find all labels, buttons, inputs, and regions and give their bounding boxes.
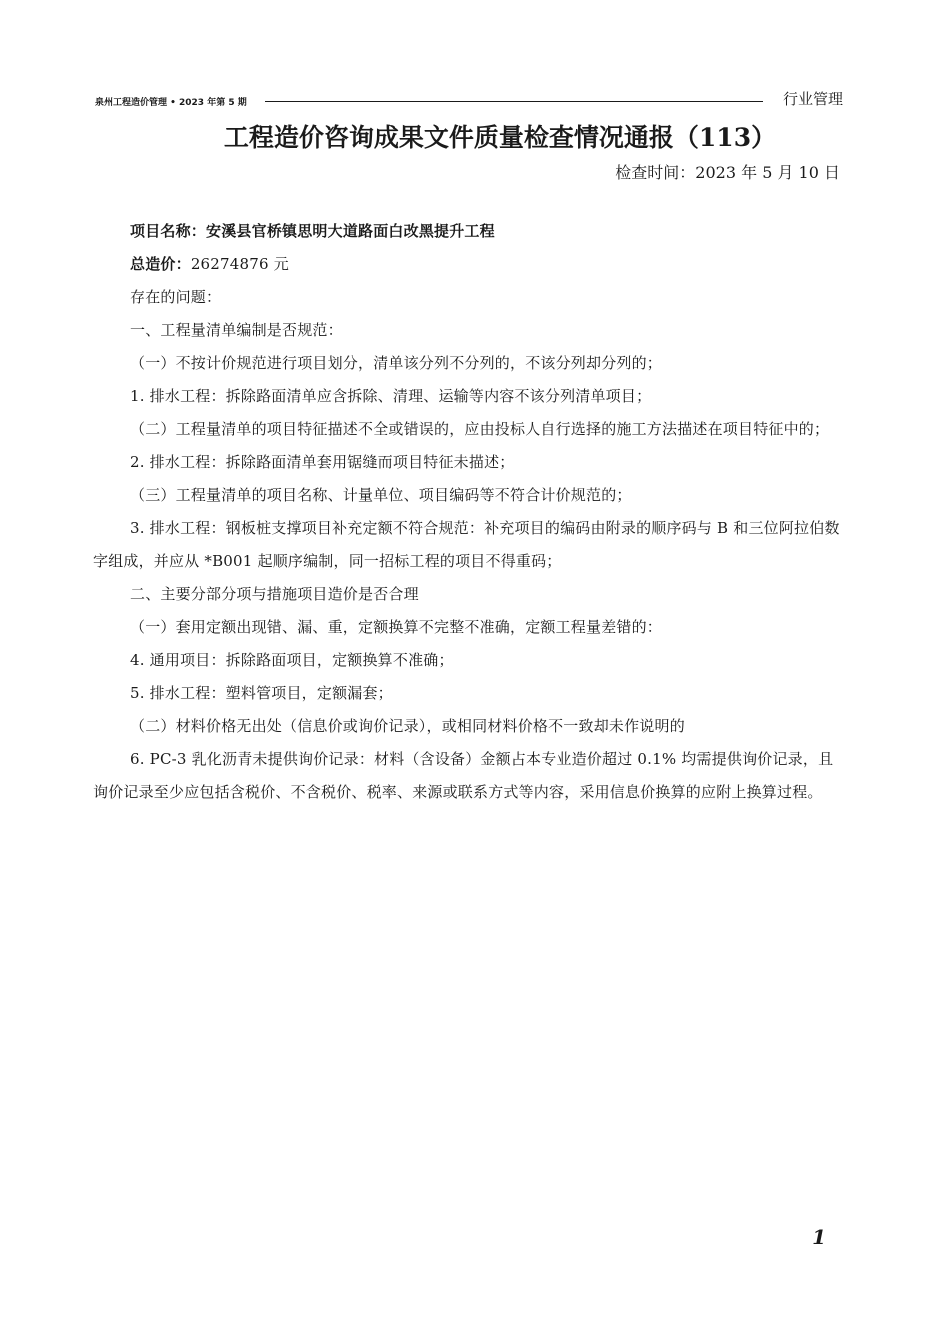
- check-date: 检查时间：2023 年 5 月 10 日: [615, 163, 840, 182]
- paragraph: 2. 排水工程：拆除路面清单套用锯缝而项目特征未描述；: [130, 453, 515, 471]
- paragraph: 6. PC-3 乳化沥青未提供询价记录：材料（含设备）金额占本专业造价超过 0.1% 均需提供询价记录，且询价记录至少应包括含税价、不含税价、税率、来源或联系方式等内容，采用信息价换算的应附上换算过程。: [93, 750, 834, 801]
- project-name-value: 安溪县官桥镇思明大道路面白改黑提升工程: [206, 222, 495, 240]
- paragraph: 4. 通用项目：拆除路面项目，定额换算不准确；: [130, 651, 454, 669]
- paragraph: 1. 排水工程：拆除路面清单应含拆除、清理、运输等内容不该分列清单项目；: [130, 387, 652, 405]
- report-body: [93, 215, 843, 809]
- journal-issue-label: 泉州工程造价管理 • 2023 年第 5 期: [95, 98, 247, 108]
- paragraph: 5. 排水工程：塑料管项目，定额漏套；: [130, 684, 393, 702]
- paragraph: （三）工程量清单的项目名称、计量单位、项目编码等不符合计价规范的；: [130, 486, 632, 504]
- paragraph: 二、主要分部分项与措施项目造价是否合理: [130, 585, 419, 603]
- paragraph: 一、工程量清单编制是否规范：: [130, 321, 343, 339]
- project-name-line: [93, 215, 843, 248]
- total-cost-line: [93, 248, 843, 281]
- section-label: 行业管理: [782, 90, 843, 108]
- total-cost-label: 总造价：: [130, 255, 191, 273]
- total-cost-value: 26274876 元: [190, 255, 289, 273]
- page-number: 1: [812, 1225, 826, 1249]
- project-name-label: 项目名称：: [130, 222, 207, 240]
- paragraph: 存在的问题：: [130, 288, 222, 306]
- paragraph: （一）不按计价规范进行项目划分，清单该分列不分列的，不该分列却分列的；: [130, 354, 663, 372]
- running-header: [95, 88, 843, 110]
- paragraph: （一）套用定额出现错、漏、重，定额换算不完整不准确，定额工程量差错的：: [130, 618, 663, 636]
- paragraph: 3. 排水工程：钢板桩支撑项目补充定额不符合规范：补充项目的编码由附录的顺序码与 B 和三位阿拉伯数字组成，并应从 *B001 起顺序编制，同一招标工程的项目不得重码；: [93, 519, 840, 570]
- header-rule: [265, 101, 763, 102]
- page-title: 工程造价咨询成果文件质量检查情况通报（113）: [223, 123, 777, 152]
- paragraph: （二）材料价格无出处（信息价或询价记录），或相同材料价格不一致却未作说明的: [130, 717, 685, 735]
- paragraph: （二）工程量清单的项目特征描述不全或错误的，应由投标人自行选择的施工方法描述在项目特征中的；: [130, 420, 830, 438]
